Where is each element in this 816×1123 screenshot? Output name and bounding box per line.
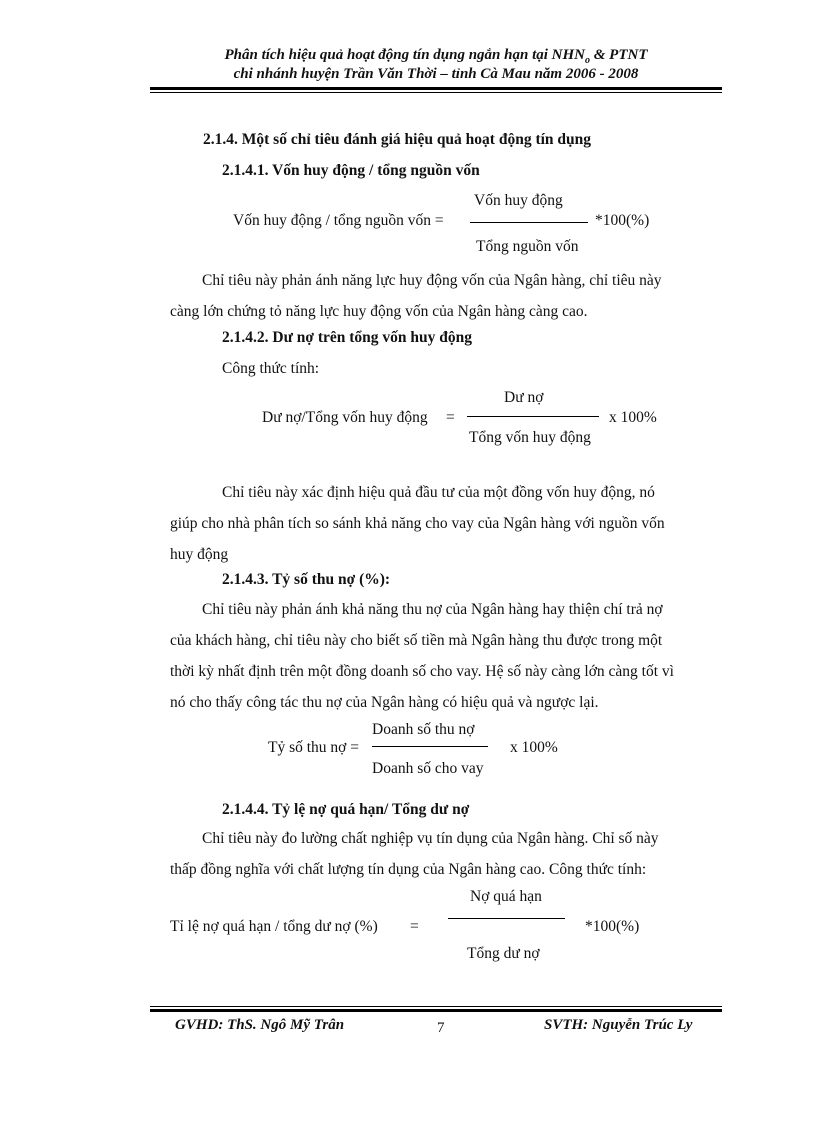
formula3-label: Tỷ số thu nợ =	[268, 739, 359, 756]
paragraph-4	[170, 823, 710, 885]
subsection-heading-4: 2.1.4.4. Tỷ lệ nợ quá hạn/ Tổng dư nợ	[222, 801, 470, 818]
paragraph-1-line2: càng lớn chứng tỏ năng lực huy động vốn của Ngân hàng càng cao.	[170, 303, 588, 320]
formula4-equals: =	[410, 918, 419, 935]
paragraph-3-line2: của khách hàng, chỉ tiêu này cho biết số tiền mà Ngân hàng thu được trong một	[170, 632, 663, 649]
formula4-fraction-bar	[448, 918, 565, 919]
paragraph-3-line1: Chỉ tiêu này phản ánh khả năng thu nợ của Ngân hàng hay thiện chí trả nợ	[202, 601, 663, 618]
paragraph-3-line3: thời kỳ nhất định trên một đồng doanh số cho vay. Hệ số này càng lớn càng tốt vì	[170, 663, 674, 680]
formula4-numerator: Nợ quá hạn	[470, 888, 542, 905]
formula3-denominator: Doanh số cho vay	[372, 760, 484, 777]
footer-rule-thin	[150, 1006, 722, 1007]
formula1-denominator: Tổng nguồn vốn	[476, 238, 579, 255]
formula4-multiplier: *100(%)	[585, 918, 640, 935]
section-heading: 2.1.4. Một số chỉ tiêu đánh giá hiệu quả hoạt động tín dụng	[203, 131, 592, 148]
footer-rule-thick	[150, 1009, 722, 1012]
page-number: 7	[437, 1020, 445, 1036]
formula2-intro: Công thức tính:	[222, 360, 320, 377]
subsection-heading-1: 2.1.4.1. Vốn huy động / tổng nguồn vốn	[222, 162, 480, 179]
paragraph-1	[170, 265, 710, 327]
formula2-fraction-bar	[467, 416, 599, 417]
formula2-equals: =	[446, 409, 455, 426]
formula3-numerator: Doanh số thu nợ	[372, 721, 475, 738]
paragraph-3-line4: nó cho thấy công tác thu nợ của Ngân hàng có hiệu quả và ngược lại.	[170, 694, 599, 711]
header-title-line2: chi nhánh huyện Trần Văn Thời – tỉnh Cà Mau năm 2006 - 2008	[233, 66, 639, 82]
paragraph-2-line2: giúp cho nhà phân tích so sánh khả năng cho vay của Ngân hàng với nguồn vốn	[170, 515, 665, 532]
formula3-fraction-bar	[372, 746, 488, 747]
header-rule-thick	[150, 87, 722, 90]
subsection-heading-3: 2.1.4.3. Tỷ số thu nợ (%):	[222, 571, 391, 588]
footer-advisor: GVHD: ThS. Ngô Mỹ Trân	[175, 1017, 345, 1033]
paragraph-4-line2: thấp đồng nghĩa với chất lượng tín dụng của Ngân hàng cao. Công thức tính:	[170, 861, 647, 878]
formula1-fraction-bar	[470, 222, 588, 223]
header-rule-thin	[150, 92, 722, 93]
paragraph-2-line3: huy động	[170, 546, 229, 563]
formula3-multiplier: x 100%	[510, 739, 558, 756]
formula1-multiplier: *100(%)	[595, 212, 650, 229]
paragraph-3	[170, 594, 710, 718]
formula2-denominator: Tổng vốn huy động	[469, 429, 591, 446]
formula4-denominator: Tổng dư nợ	[467, 945, 540, 962]
formula4-label: Tỉ lệ nợ quá hạn / tổng dư nợ (%)	[170, 918, 378, 935]
formula2-numerator: Dư nợ	[504, 389, 544, 406]
paragraph-2-line1: Chỉ tiêu này xác định hiệu quả đầu tư của một đồng vốn huy động, nó	[222, 484, 655, 501]
footer-student: SVTH: Nguyễn Trúc Ly	[544, 1017, 693, 1033]
paragraph-2	[170, 477, 710, 570]
paragraph-4-line1: Chỉ tiêu này đo lường chất nghiệp vụ tín dụng của Ngân hàng. Chỉ số này	[202, 830, 659, 847]
header-title-line1: Phân tích hiệu quả hoạt động tín dụng ngắn hạn tại $NHN_o$ & PTNT	[224, 47, 648, 66]
formula1-numerator: Vốn huy động	[474, 192, 563, 209]
formula1-label: Vốn huy động / tổng nguồn vốn =	[233, 212, 444, 229]
subsection-heading-2: 2.1.4.2. Dư nợ trên tổng vốn huy động	[222, 329, 472, 346]
formula2-label: Dư nợ/Tổng vốn huy động	[262, 409, 428, 426]
paragraph-1-line1: Chỉ tiêu này phản ánh năng lực huy động vốn của Ngân hàng, chỉ tiêu này	[202, 272, 662, 289]
formula2-multiplier: x 100%	[609, 409, 657, 426]
